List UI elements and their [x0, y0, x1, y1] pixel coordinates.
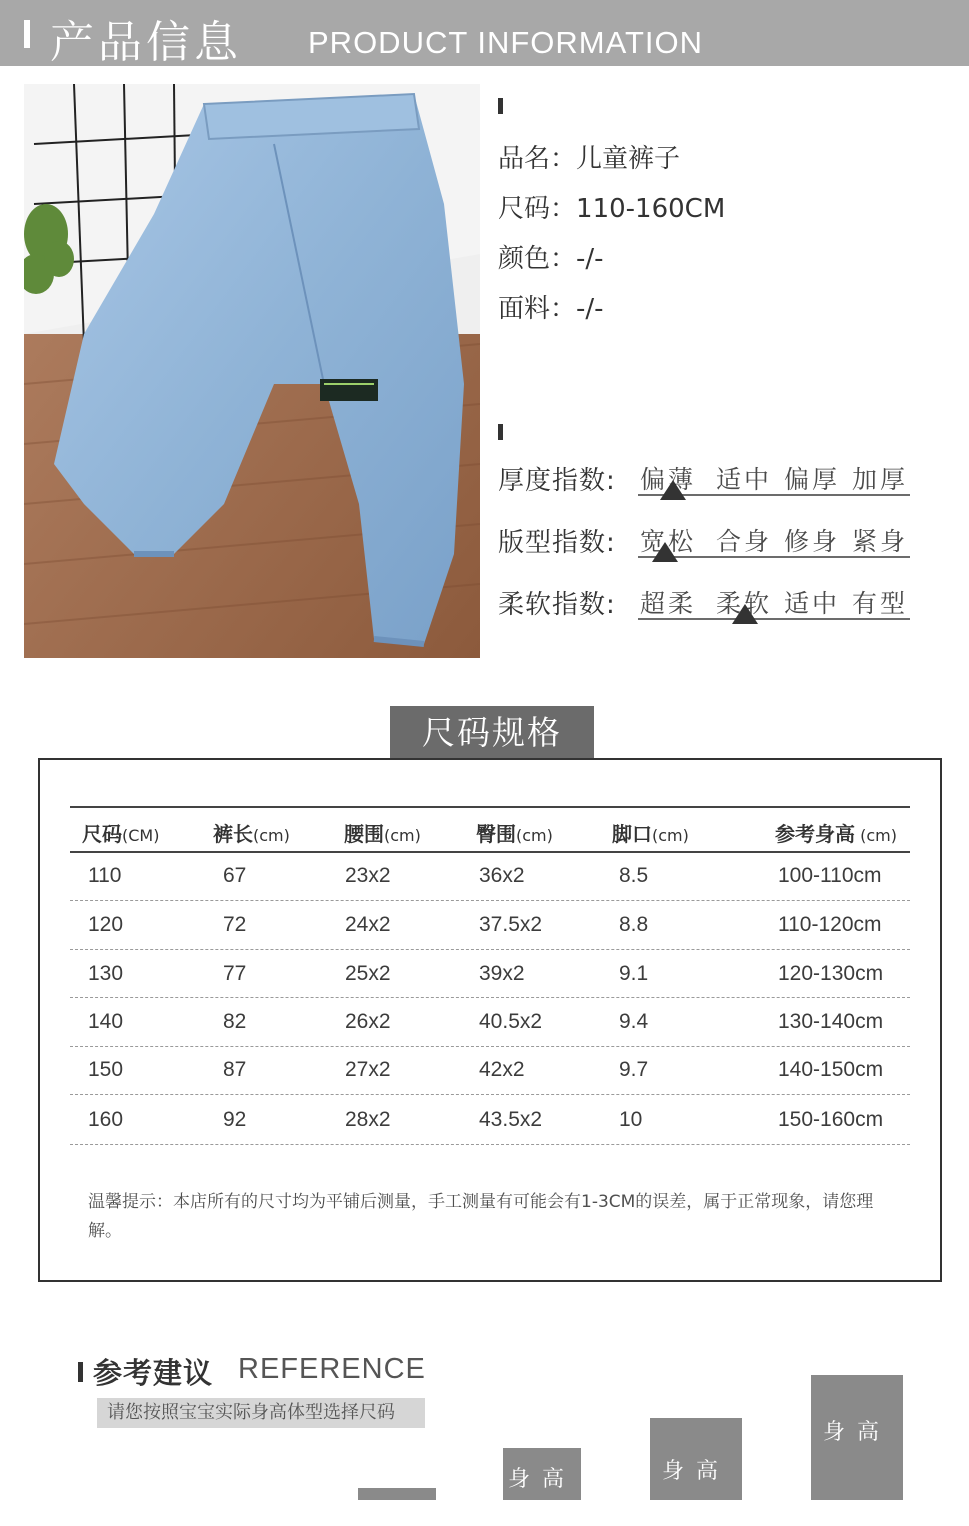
column-header-length: 裤长(cm)	[213, 822, 290, 846]
column-header-size: 尺码(CM)	[82, 822, 160, 846]
header-banner	[0, 0, 969, 66]
reference-note: 请您按照宝宝实际身高体型选择尺码	[97, 1398, 425, 1428]
info-sep: ：	[550, 244, 577, 274]
tip-label: 温馨提示：	[88, 1192, 173, 1212]
row-divider	[70, 1094, 910, 1095]
size-tip	[88, 1188, 898, 1246]
table-cell: 130-140cm	[778, 1010, 884, 1033]
index-option: 适中	[716, 465, 773, 494]
table-cell: 67	[223, 864, 247, 887]
info-value: -/-	[576, 244, 604, 274]
header-title-cn: 产品信息	[50, 17, 242, 68]
row-divider	[70, 949, 910, 950]
info-row-name	[498, 138, 680, 175]
table-cell: 150-160cm	[778, 1108, 884, 1131]
softness-index	[498, 584, 918, 634]
info-row-color	[498, 238, 604, 275]
index-option: 紧身	[852, 527, 909, 556]
reference-title-cn: 参考建议	[93, 1356, 214, 1390]
table-cell: 110-120cm	[778, 913, 882, 936]
table-cell: 160	[88, 1108, 124, 1131]
index-option: 偏薄	[640, 465, 697, 494]
table-cell: 23x2	[345, 864, 391, 887]
table-cell: 140-150cm	[778, 1058, 884, 1081]
index-tick	[498, 424, 503, 440]
fit-index	[498, 522, 918, 572]
info-tick	[498, 98, 503, 114]
info-label: 面料	[498, 294, 551, 324]
table-cell: 150	[88, 1058, 124, 1081]
info-sep: ：	[550, 144, 577, 174]
index-option: 修身	[784, 527, 841, 556]
info-label: 颜色	[498, 244, 551, 274]
table-cell: 43.5x2	[479, 1108, 543, 1131]
info-row-size	[498, 188, 725, 225]
column-header-hem: 脚口(cm)	[612, 822, 689, 846]
table-cell: 8.8	[619, 913, 649, 936]
index-option: 合身	[716, 527, 773, 556]
info-value: 儿童裤子	[576, 144, 681, 174]
table-cell: 87	[223, 1058, 247, 1081]
index-option: 偏厚	[784, 465, 841, 494]
height-bar: 身高	[650, 1418, 742, 1500]
info-label: 品名	[498, 144, 551, 174]
reference-accent-bar	[78, 1362, 83, 1382]
info-value: -/-	[576, 294, 604, 324]
index-marker-triangle	[652, 542, 678, 562]
table-cell: 27x2	[345, 1058, 391, 1081]
table-top-rule	[70, 806, 910, 808]
table-cell: 9.4	[619, 1010, 649, 1033]
index-marker-triangle	[732, 604, 758, 624]
info-sep: ：	[550, 294, 577, 324]
row-divider	[70, 1144, 910, 1145]
product-photo	[24, 84, 480, 658]
table-cell: 92	[223, 1108, 247, 1131]
column-header-hip: 臀围(cm)	[476, 822, 553, 846]
table-cell: 82	[223, 1010, 247, 1033]
index-label: 柔软指数:	[498, 590, 616, 620]
table-header-rule	[70, 851, 910, 853]
table-cell: 26x2	[345, 1010, 391, 1033]
table-cell: 120-130cm	[778, 962, 884, 985]
table-cell: 120	[88, 913, 124, 936]
table-cell: 36x2	[479, 864, 525, 887]
table-cell: 140	[88, 1010, 124, 1033]
index-option: 有型	[852, 589, 909, 618]
column-header-height: 参考身高 (cm)	[775, 822, 897, 846]
index-label: 厚度指数:	[498, 466, 616, 496]
index-option: 柔软	[716, 589, 773, 618]
table-cell: 24x2	[345, 913, 391, 936]
row-divider	[70, 1046, 910, 1047]
row-divider	[70, 900, 910, 901]
reference-title-en: REFERENCE	[238, 1353, 426, 1385]
index-scale-line	[638, 556, 910, 558]
size-chart-tab: 尺码规格	[390, 706, 594, 758]
table-cell: 40.5x2	[479, 1010, 543, 1033]
pants-illustration	[24, 84, 480, 658]
table-cell: 37.5x2	[479, 913, 543, 936]
height-bar	[358, 1488, 436, 1500]
info-value: 110-160CM	[576, 194, 726, 224]
table-cell: 130	[88, 962, 124, 985]
table-cell: 9.1	[619, 962, 649, 985]
table-cell: 39x2	[479, 962, 525, 985]
thickness-index	[498, 460, 918, 510]
column-header-waist: 腰围(cm)	[344, 822, 421, 846]
tip-text: 本店所有的尺寸均为平铺后测量，手工测量有可能会有1-3CM的误差，属于正常现象，请您理解。	[88, 1192, 874, 1241]
index-option: 适中	[784, 589, 841, 618]
index-marker-triangle	[660, 480, 686, 500]
table-cell: 100-110cm	[778, 864, 882, 887]
table-cell: 10	[619, 1108, 643, 1131]
info-sep: ：	[550, 194, 577, 224]
table-cell: 42x2	[479, 1058, 525, 1081]
table-cell: 28x2	[345, 1108, 391, 1131]
index-option: 加厚	[852, 465, 909, 494]
header-accent-bar	[24, 20, 30, 48]
height-bar: 身高	[811, 1375, 903, 1500]
index-option: 宽松	[640, 527, 697, 556]
info-row-fabric	[498, 288, 604, 325]
table-cell: 72	[223, 913, 247, 936]
row-divider	[70, 997, 910, 998]
table-cell: 8.5	[619, 864, 649, 887]
index-scale-line	[638, 618, 910, 620]
height-bar: 身高	[503, 1448, 581, 1500]
table-cell: 110	[88, 864, 122, 887]
table-cell: 9.7	[619, 1058, 649, 1081]
info-label: 尺码	[498, 194, 551, 224]
index-option: 超柔	[640, 589, 697, 618]
index-label: 版型指数:	[498, 528, 616, 558]
table-cell: 25x2	[345, 962, 391, 985]
table-cell: 77	[223, 962, 247, 985]
header-title-en: PRODUCT INFORMATION	[308, 25, 704, 60]
